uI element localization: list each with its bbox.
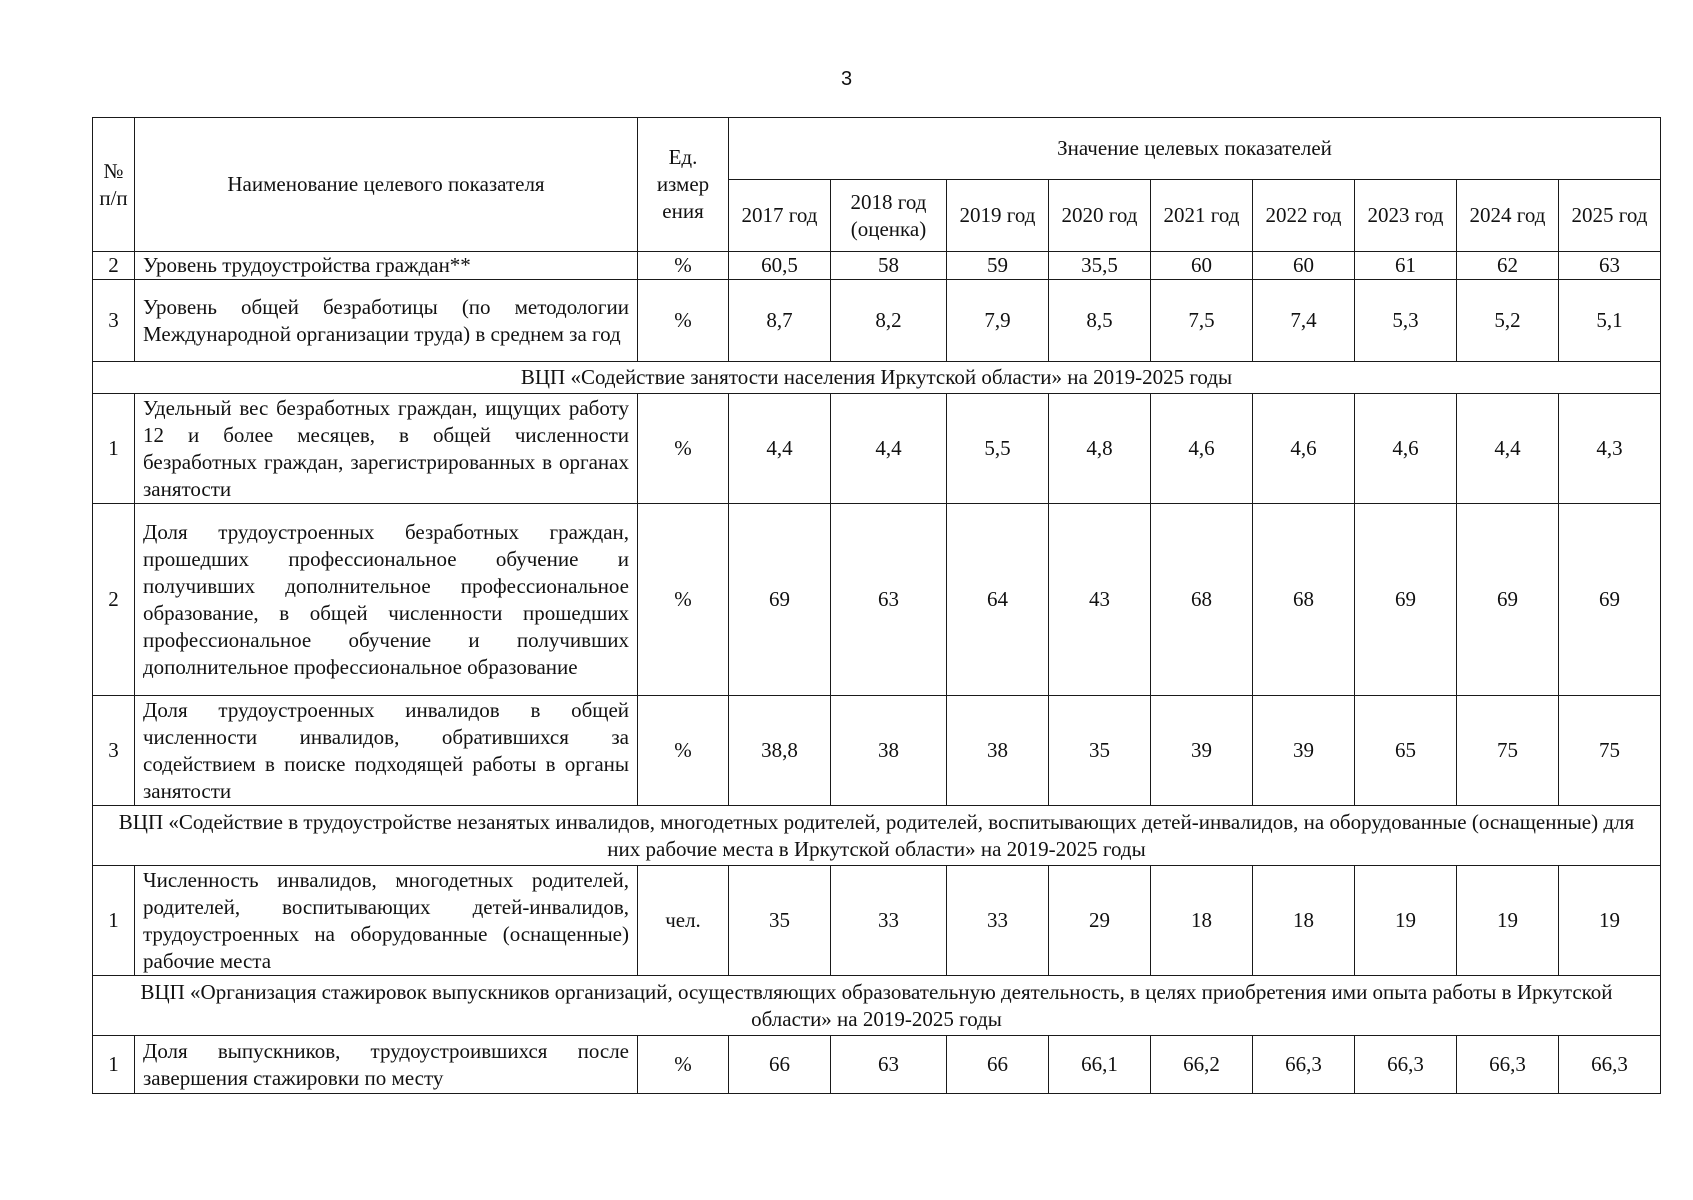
value-cell: 66 [947,1036,1049,1094]
value-cell: 4,4 [729,394,831,504]
table-row [93,1036,1661,1094]
value-cell: 66,3 [1457,1036,1559,1094]
value-cell: 60,5 [729,252,831,280]
value-cell: 66 [729,1036,831,1094]
value-cell: 43 [1049,504,1151,696]
value-cell: 8,2 [831,280,947,362]
value-cell: 75 [1457,696,1559,806]
value-cell: 38,8 [729,696,831,806]
table-row [93,280,1661,362]
header-unit: Ед. измер ения [638,118,729,252]
value-cell: 63 [831,1036,947,1094]
unit-cell: чел. [638,866,729,976]
table-row [93,252,1661,280]
indicator-name: Доля трудоустроенных инвалидов в общей численности инвалидов, обратившихся за содействием в поиске подходящей работы в органы занятости [135,696,638,806]
table-header [93,118,1661,252]
value-cell: 35 [729,866,831,976]
value-cell: 18 [1151,866,1253,976]
value-cell: 68 [1151,504,1253,696]
value-cell: 19 [1559,866,1661,976]
value-cell: 68 [1253,504,1355,696]
value-cell: 4,8 [1049,394,1151,504]
row-num: 2 [93,504,135,696]
value-cell: 29 [1049,866,1151,976]
section-row [93,362,1661,394]
value-cell: 66,3 [1355,1036,1457,1094]
value-cell: 39 [1151,696,1253,806]
section-row [93,976,1661,1036]
header-year: 2018 год (оценка) [831,180,947,252]
value-cell: 4,3 [1559,394,1661,504]
row-num: 3 [93,696,135,806]
value-cell: 33 [947,866,1049,976]
header-year: 2024 год [1457,180,1559,252]
value-cell: 63 [1559,252,1661,280]
value-cell: 4,6 [1355,394,1457,504]
header-year: 2022 год [1253,180,1355,252]
value-cell: 66,2 [1151,1036,1253,1094]
value-cell: 69 [1355,504,1457,696]
value-cell: 38 [947,696,1049,806]
value-cell: 66,3 [1559,1036,1661,1094]
page-number: 3 [840,68,853,90]
value-cell: 38 [831,696,947,806]
value-cell: 7,5 [1151,280,1253,362]
table-row [93,696,1661,806]
value-cell: 4,6 [1253,394,1355,504]
value-cell: 69 [1559,504,1661,696]
table-row [93,394,1661,504]
row-num: 2 [93,252,135,280]
value-cell: 5,1 [1559,280,1661,362]
value-cell: 4,4 [831,394,947,504]
row-num: 1 [93,866,135,976]
value-cell: 4,4 [1457,394,1559,504]
table-row [93,504,1661,696]
value-cell: 63 [831,504,947,696]
value-cell: 7,4 [1253,280,1355,362]
value-cell: 8,5 [1049,280,1151,362]
value-cell: 60 [1151,252,1253,280]
value-cell: 66,3 [1253,1036,1355,1094]
header-year: 2020 год [1049,180,1151,252]
value-cell: 19 [1355,866,1457,976]
table-body [93,252,1661,1094]
header-year: 2017 год [729,180,831,252]
value-cell: 58 [831,252,947,280]
value-cell: 35 [1049,696,1151,806]
value-cell: 5,5 [947,394,1049,504]
indicator-name: Удельный вес безработных граждан, ищущих работу 12 и более месяцев, в общей численности безработных граждан, зарегистрированных в органах занятости [135,394,638,504]
value-cell: 8,7 [729,280,831,362]
value-cell: 69 [1457,504,1559,696]
row-num: 1 [93,394,135,504]
header-values-group: Значение целевых показателей [729,118,1661,180]
value-cell: 35,5 [1049,252,1151,280]
value-cell: 75 [1559,696,1661,806]
value-cell: 33 [831,866,947,976]
unit-cell: % [638,394,729,504]
header-year: 2021 год [1151,180,1253,252]
value-cell: 60 [1253,252,1355,280]
unit-cell: % [638,280,729,362]
value-cell: 66,1 [1049,1036,1151,1094]
indicator-name: Доля трудоустроенных безработных граждан, прошедших профессиональное обучение и получивших дополнительное профессиональное образование, в общей численности прошедших профессиональное обучение и получивших дополнительное профессиональное образование [135,504,638,696]
header-year: 2025 год [1559,180,1661,252]
indicator-name: Доля выпускников, трудоустроившихся после завершения стажировки по месту [135,1036,638,1094]
value-cell: 4,6 [1151,394,1253,504]
value-cell: 69 [729,504,831,696]
section-title: ВЦП «Содействие в трудоустройстве незанятых инвалидов, многодетных родителей, родителей, воспитывающих детей-инвалидов, на оборудованные (оснащенные) для них рабочие места в Иркутской области» на 2019-2025 годы [93,806,1661,866]
row-num: 3 [93,280,135,362]
target-indicators-table [92,117,1661,1094]
header-num: № п/п [93,118,135,252]
value-cell: 39 [1253,696,1355,806]
header-name: Наименование целевого показателя [135,118,638,252]
section-title: ВЦП «Организация стажировок выпускников организаций, осуществляющих образовательную деятельность, в целях приобретения ими опыта работы в Иркутской области» на 2019-2025 годы [93,976,1661,1036]
unit-cell: % [638,504,729,696]
header-year: 2023 год [1355,180,1457,252]
unit-cell: % [638,696,729,806]
indicator-name: Уровень трудоустройства граждан** [135,252,638,280]
value-cell: 62 [1457,252,1559,280]
indicator-name: Уровень общей безработицы (по методологии Международной организации труда) в среднем за год [135,280,638,362]
value-cell: 64 [947,504,1049,696]
header-year: 2019 год [947,180,1049,252]
value-cell: 5,2 [1457,280,1559,362]
unit-cell: % [638,252,729,280]
section-title: ВЦП «Содействие занятости населения Иркутской области» на 2019-2025 годы [93,362,1661,394]
section-row [93,806,1661,866]
value-cell: 65 [1355,696,1457,806]
value-cell: 7,9 [947,280,1049,362]
row-num: 1 [93,1036,135,1094]
value-cell: 18 [1253,866,1355,976]
table-row [93,866,1661,976]
unit-cell: % [638,1036,729,1094]
value-cell: 61 [1355,252,1457,280]
value-cell: 19 [1457,866,1559,976]
value-cell: 5,3 [1355,280,1457,362]
indicator-name: Численность инвалидов, многодетных родителей, родителей, воспитывающих детей-инвалидов, трудоустроенных на оборудованные (оснащенные) рабочие места [135,866,638,976]
value-cell: 59 [947,252,1049,280]
